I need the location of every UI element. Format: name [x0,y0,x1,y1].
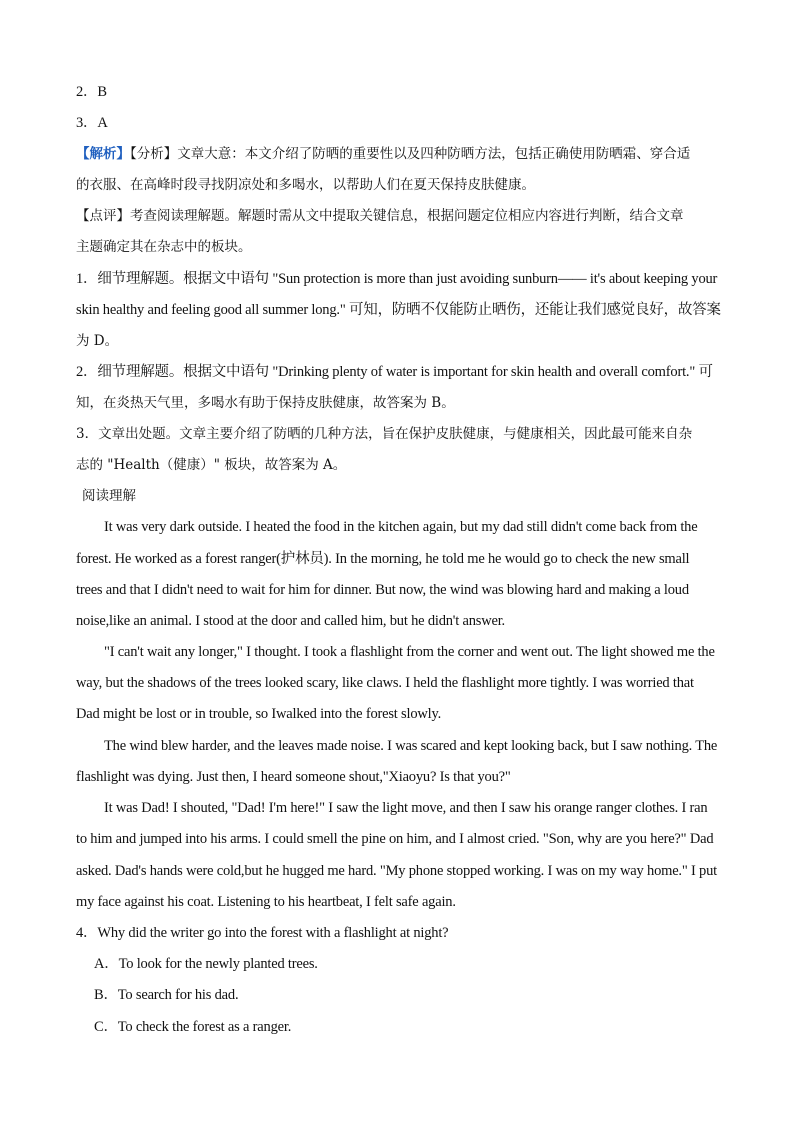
explanation-3-line-1: 3．文章出处题。文章主要介绍了防晒的几种方法，旨在保护皮肤健康，与健康相关，因此最可能来自杂 [76,426,693,442]
question-4-option-b[interactable]: B．To search for his dad. [94,987,239,1003]
explanation-2-line-1: 2．细节理解题。根据文中语句 "Drinking plenty of water is important for skin health and overall comfort." 可 [76,364,713,380]
passage-line: Dad might be lost or in trouble, so Iwalked into the forest slowly. [76,706,442,722]
passage-line: to him and jumped into his arms. I could smell the pine on him, and I almost cried. "Son, why are you here?" Dad [76,831,714,847]
comment-line-2: 主题确定其在杂志中的板块。 [76,239,252,255]
question-4-option-a[interactable]: A．To look for the newly planted trees. [94,956,318,972]
analysis-line-1 [76,144,748,164]
question-4-option-c[interactable]: C．To check the forest as a ranger. [94,1019,292,1035]
passage-line: It was very dark outside. I heated the food in the kitchen again, but my dad still didn't come back from the [104,519,698,535]
comment-tag: 【点评】 [76,208,130,224]
passage-line: forest. He worked as a forest ranger(护林员). In the morning, he told me he would go to check the new small [76,551,690,567]
question-4-stem: 4．Why did the writer go into the forest with a flashlight at night? [76,925,449,941]
comment-line-1 [76,206,748,226]
passage-line: way, but the shadows of the trees looked scary, like claws. I held the flashlight more tightly. I was worried that [76,675,694,691]
explanation-3-line-2: 志的 "Health（健康）" 板块，故答案为 A。 [76,457,347,473]
passage-line: noise,like an animal. I stood at the door and called him, but he didn't answer. [76,613,505,629]
explanation-1-line-2: skin healthy and feeling good all summer long." 可知，防晒不仅能防止晒伤，还能让我们感觉良好，故答案 [76,302,721,318]
comment-text: 考查阅读理解题。解题时需从文中提取关键信息，根据问题定位相应内容进行判断，结合文章 [130,208,684,224]
summary-tag: 【分析】 [130,146,178,162]
analysis-text: 文章大意：本文介绍了防晒的重要性以及四种防晒方法，包括正确使用防晒霜、穿合适 [177,146,691,162]
answer-3: 3．A [76,115,108,131]
analysis-tag: 【解析】 [76,146,130,162]
passage-line: trees and that I didn't need to wait for him for dinner. But now, the wind was blowing hard and making a loud [76,582,689,598]
explanation-2-line-2: 知，在炎热天气里，多喝水有助于保持皮肤健康，故答案为 B。 [76,395,455,411]
passage-line: "I can't wait any longer," I thought. I took a flashlight from the corner and went out. The light showed me the [104,644,715,660]
analysis-line-2: 的衣服、在高峰时段寻找阴凉处和多喝水，以帮助人们在夏天保持皮肤健康。 [76,177,535,193]
explanation-1-line-3: 为 D。 [76,333,119,349]
section-title: 阅读理解 [82,488,136,504]
passage-line: my face against his coat. Listening to his heartbeat, I felt safe again. [76,894,456,910]
passage-line: The wind blew harder, and the leaves made noise. I was scared and kept looking back, but I saw nothing. The [104,738,718,754]
answer-2: 2．B [76,84,107,100]
passage-line: flashlight was dying. Just then, I heard someone shout,"Xiaoyu? Is that you?" [76,769,511,785]
passage-line: It was Dad! I shouted, "Dad! I'm here!" I saw the light move, and then I saw his orange ranger clothes. I ran [104,800,708,816]
explanation-1-line-1: 1．细节理解题。根据文中语句 "Sun protection is more than just avoiding sunburn—— it's about keeping your [76,271,718,287]
passage-line: asked. Dad's hands were cold,but he hugged me hard. "My phone stopped working. I was on my way home." I put [76,863,717,879]
